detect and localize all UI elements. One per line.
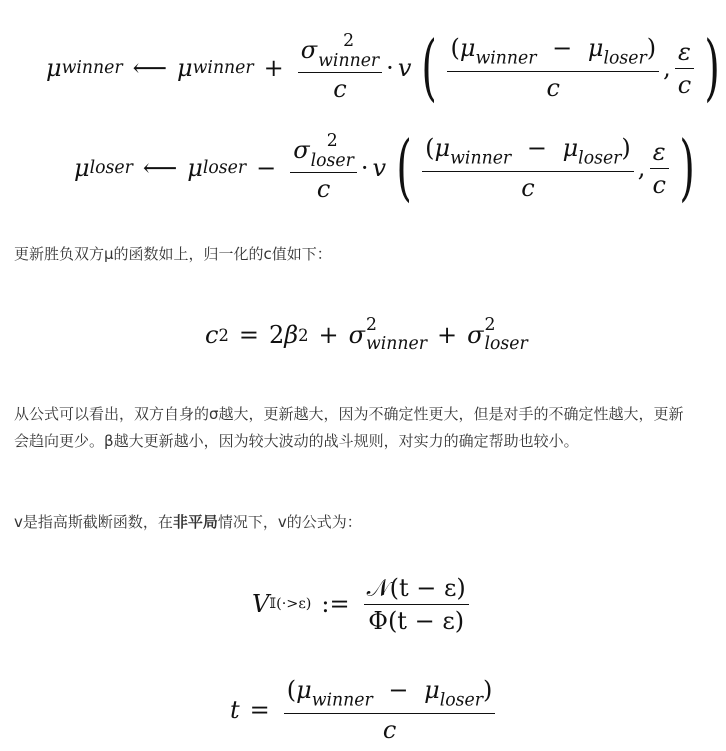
mu-symbol: μ [46, 54, 62, 82]
subscript-loser: loser [202, 158, 247, 178]
subscript-loser: loser [89, 158, 133, 178]
c-symbol: c [521, 173, 535, 202]
plus-sign: + [437, 321, 458, 349]
mu-symbol: μ [424, 676, 440, 705]
v-symbol: v [372, 154, 387, 182]
subscript-winner: winner [366, 334, 428, 354]
sigma-symbol: σ [293, 136, 310, 164]
sigma-over-c-fraction [298, 33, 382, 103]
update-arrow: ⟵ [132, 54, 168, 82]
sigma-symbol: σ [467, 321, 484, 349]
subscript-winner: winner [311, 690, 373, 711]
mu-symbol: μ [459, 34, 476, 63]
c-symbol: c [677, 70, 692, 99]
left-paren: ( [421, 25, 438, 110]
comma: , [663, 54, 671, 82]
superscript-two: 2 [484, 314, 496, 335]
c-symbol: c [205, 321, 219, 349]
subscript-loser: loser [603, 48, 647, 69]
plus-sign: + [263, 54, 284, 82]
superscript-two: 2 [366, 314, 377, 335]
coefficient-two: 2 [268, 321, 285, 349]
subscript-winner: winner [318, 50, 380, 71]
mu-symbol: μ [74, 154, 90, 182]
loser-update-formula [74, 125, 701, 210]
subscript-winner: winner [61, 58, 123, 78]
paragraph-explanation: 从公式可以看出，双方自身的σ越大，更新越大，因为不确定性更大，但是对手的不确定性越大，更新会趋向更少。β越大更新越小，因为较大波动的战斗规则，对实力的确定帮助也较小。 [14, 405, 684, 450]
definition-sign: := [321, 590, 350, 618]
minus-sign: − [552, 34, 573, 63]
mu-symbol: μ [587, 34, 604, 63]
n-over-phi-fraction [364, 574, 469, 635]
c-symbol: c [652, 170, 666, 199]
left-paren: ( [396, 125, 412, 210]
paragraph-v-intro [14, 509, 694, 536]
gaussian-cdf-term: Φ(t − ε) [368, 606, 465, 635]
v-symbol: v [397, 54, 412, 82]
mu-symbol: μ [562, 134, 579, 163]
minus-sign: − [256, 154, 277, 182]
subscript-loser: loser [484, 334, 528, 354]
superscript-two: 2 [326, 131, 338, 152]
equals-sign: = [249, 696, 270, 724]
c-symbol: c [382, 715, 397, 744]
t-symbol: t [230, 696, 240, 724]
minus-sign: − [526, 134, 547, 163]
paragraph-v-intro-part2: 情况下，v的公式为： [217, 513, 362, 531]
t-fraction: $\frac{(\mu_{winner} - \mu_{loser})}{c}$ [284, 676, 496, 743]
mu-symbol: μ [187, 154, 203, 182]
subscript-loser: loser [439, 690, 484, 711]
epsilon-over-c-fraction [649, 138, 668, 199]
right-paren: ) [679, 125, 695, 210]
multiply-dot: · [360, 154, 369, 182]
sigma-symbol: σ [300, 36, 318, 64]
multiply-dot: · [386, 54, 394, 82]
epsilon-symbol: ε [678, 37, 691, 66]
paragraph-v-intro-part1: v是指高斯截断函数，在 [14, 513, 173, 531]
subscript-winner: winner [450, 148, 512, 169]
beta-symbol: β [284, 321, 299, 349]
v-subscript: 𝕀(·>ε) [269, 596, 312, 612]
mu-difference-fraction: $\frac{(\mu_{winner} - \mu_{loser})}{c}$ [447, 34, 659, 101]
mu-symbol: μ [296, 676, 312, 705]
v-capital-symbol: V [252, 590, 270, 618]
right-paren: ) [704, 25, 720, 110]
equals-sign: = [238, 321, 259, 349]
update-arrow: ⟵ [142, 154, 178, 182]
c-symbol: c [316, 174, 331, 203]
epsilon-symbol: ε [652, 137, 666, 166]
paragraph-normalization-intro: 更新胜负双方μ的函数如上，归一化的c值如下： [14, 245, 332, 263]
superscript-two: 2 [343, 31, 355, 52]
c-symbol: c [546, 73, 560, 102]
sigma-over-c-fraction [290, 133, 357, 203]
t-definition-formula [230, 676, 499, 744]
v-definition-formula [252, 567, 473, 641]
minus-sign: − [388, 676, 409, 705]
superscript-two: 2 [218, 325, 229, 345]
subscript-loser: loser [310, 150, 354, 171]
subscript-winner: winner [475, 48, 537, 69]
paragraph-v-intro-bold: 非平局 [172, 513, 218, 531]
subscript-loser: loser [578, 148, 622, 169]
subscript-winner: winner [192, 58, 254, 78]
winner-update-formula [46, 25, 726, 110]
c-squared-formula [205, 312, 528, 358]
gaussian-pdf-term: 𝒩(t − ε) [364, 574, 469, 605]
mu-symbol: μ [434, 134, 451, 163]
superscript-two: 2 [298, 325, 309, 345]
mu-symbol: μ [177, 54, 193, 82]
comma: , [637, 154, 646, 182]
mu-difference-fraction: $\frac{(\mu_{winner} - \mu_{loser})}{c}$ [422, 134, 634, 201]
epsilon-over-c-fraction [675, 38, 694, 99]
c-symbol: c [333, 74, 347, 103]
plus-sign: + [318, 321, 339, 349]
sigma-symbol: σ [348, 321, 365, 349]
